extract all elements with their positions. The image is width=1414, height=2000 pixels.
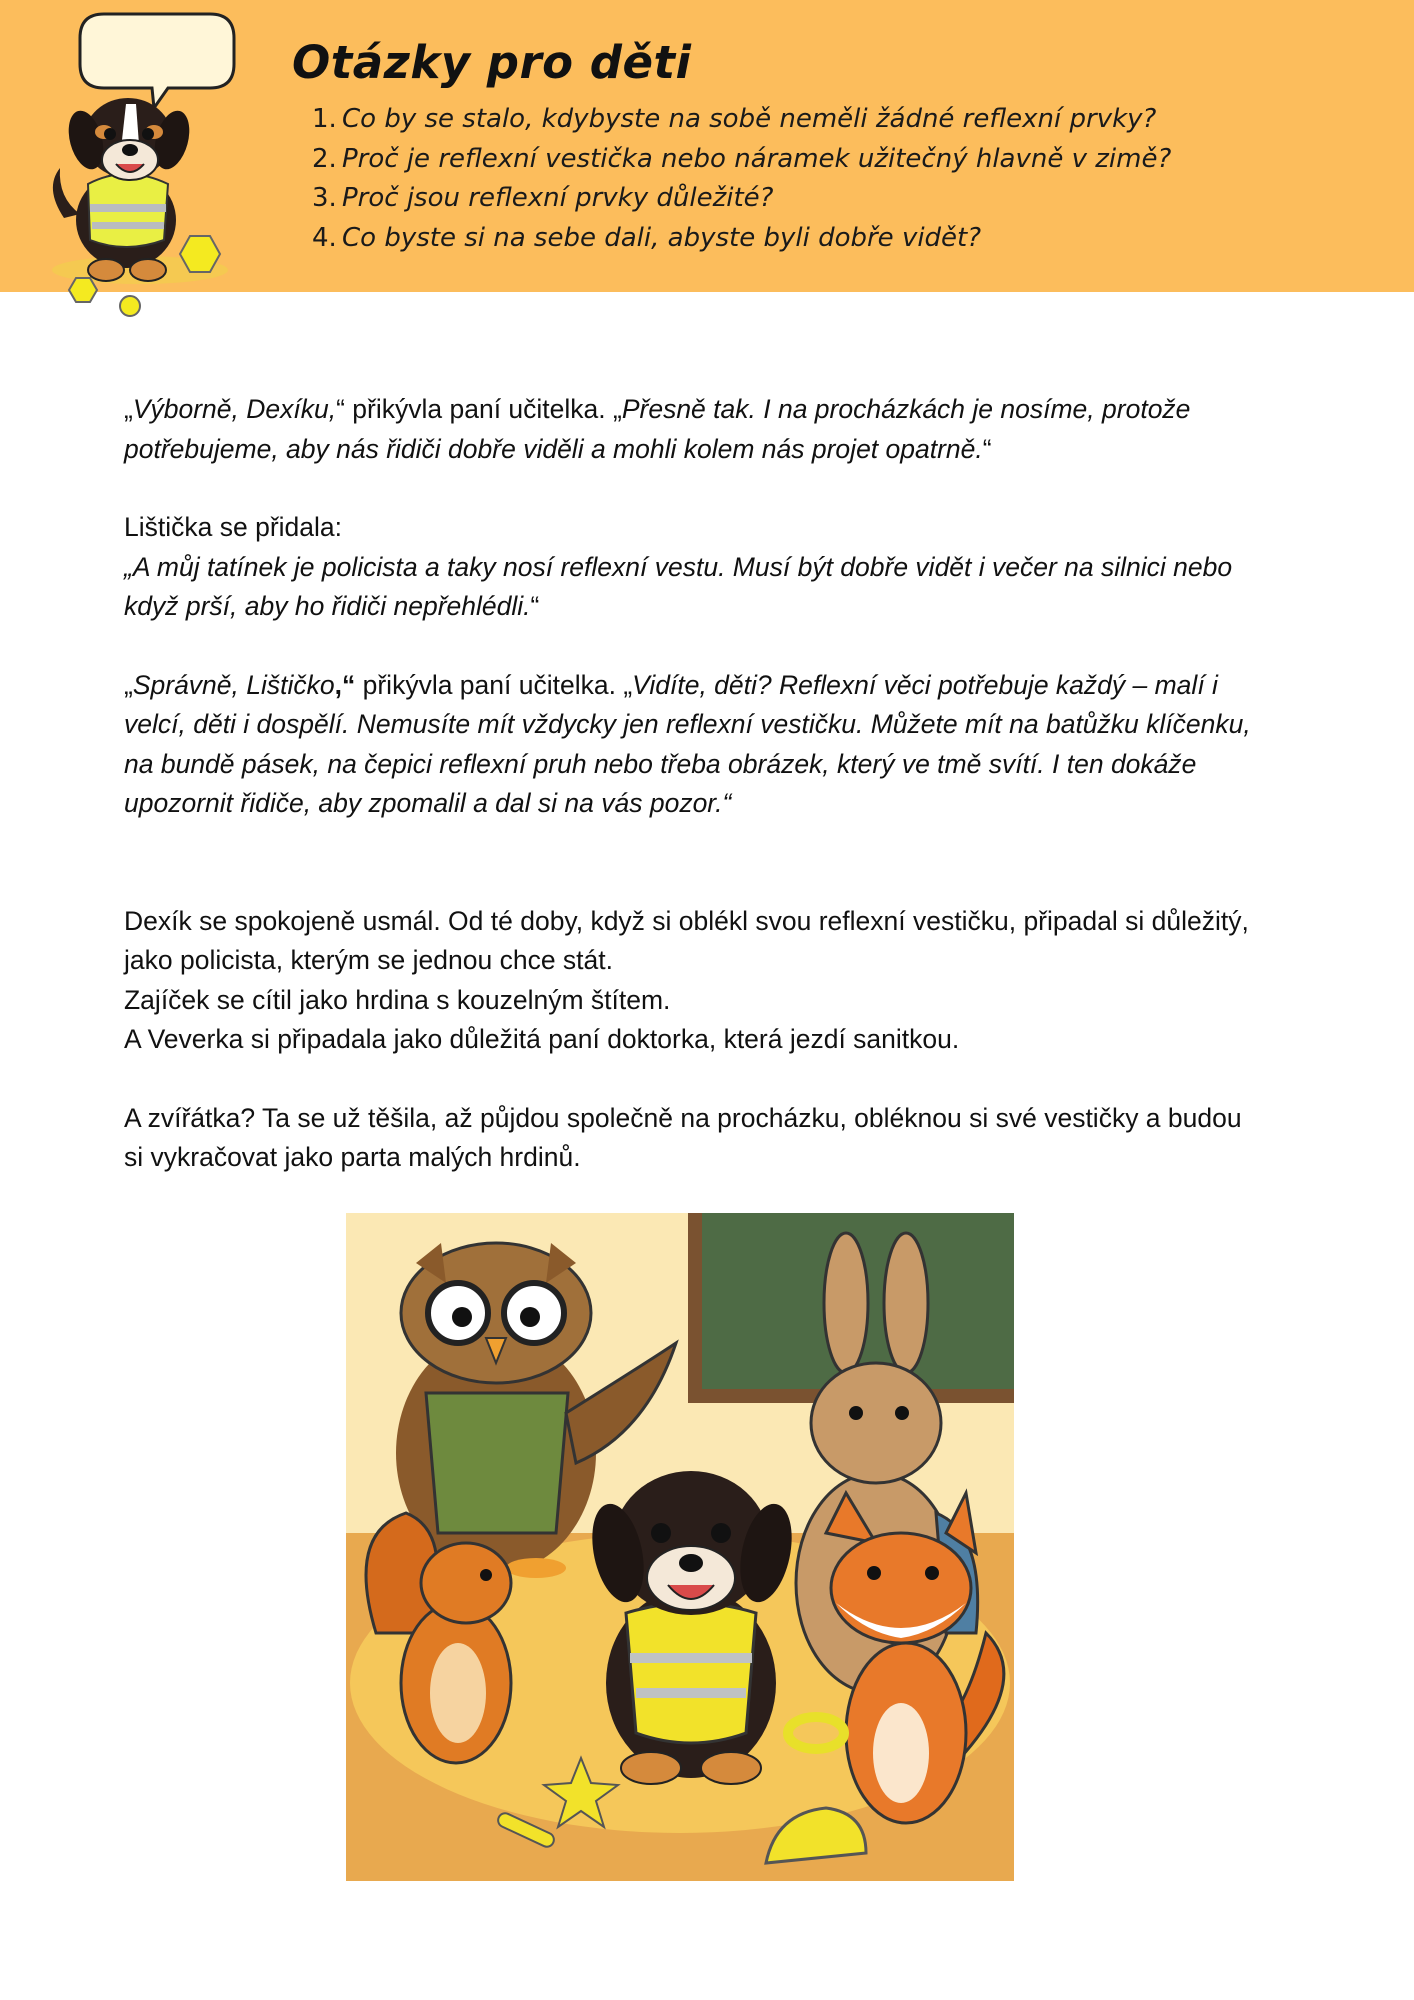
- page-title: Otázky pro děti: [292, 36, 692, 89]
- paragraph: „Výborně, Dexíku,“ přikývla paní učitelka. „Přesně tak. I na procházkách je nosíme, protože potřebujeme, aby nás řidiči dobře viděli a mohli kolem nás projet opatrně.“: [124, 394, 1191, 464]
- list-item: 2. Proč je reflexní vestička nebo náramek užitečný hlavně v zimě?: [312, 143, 1172, 174]
- dog-mascot-icon: [40, 8, 250, 318]
- list-item: 4. Co byste si na sebe dali, abyste byli dobře vidět?: [312, 222, 982, 253]
- story-text: [124, 390, 1350, 1178]
- questions-header: [0, 0, 1414, 292]
- list-item: 3. Proč jsou reflexní prvky důležité?: [312, 183, 774, 213]
- classroom-animals-illustration: [346, 1213, 1014, 1881]
- paragraph: Dexík se spokojeně usmál. Od té doby, když si oblékl svou reflexní vestičku, připadal si důležitý, jako policista, kterým se jednou chce stát. Zajíček se cítil jako hrdina s kouzelným štítem. A Veverka si připadala jako důležitá paní doktorka, která jezdí sanitkou.: [124, 905, 1249, 1054]
- question-list: [312, 100, 1171, 258]
- paragraph: A zvířátka? Ta se už těšila, až půjdou společně na procházku, obléknou si své vestičky a budou si vykračovat jako parta malých hrdinů.: [124, 1102, 1242, 1172]
- paragraph: Lištička se přidala: „A můj tatínek je policista a taky nosí reflexní vestu. Musí být dobře vidět i večer na silnici nebo když prší, aby ho řidiči nepřehlédli.“: [124, 512, 1233, 621]
- list-item: 1. Co by se stalo, kdybyste na sobě neměli žádné reflexní prvky?: [312, 104, 1157, 134]
- paragraph: „Správně, Lištičko,“ přikývla paní učitelka. „Vidíte, děti? Reflexní věci potřebuje každý – malí i velcí, děti i dospělí. Nemusíte mít vždycky jen reflexní vestičku. Můžete mít na batůžku klíčenku, na bundě pásek, na čepici reflexní pruh nebo třeba obrázek, který ve tmě svítí. I ten dokáže upozornit řidiče, aby zpomalil a dal si na vás pozor.“: [124, 669, 1251, 818]
